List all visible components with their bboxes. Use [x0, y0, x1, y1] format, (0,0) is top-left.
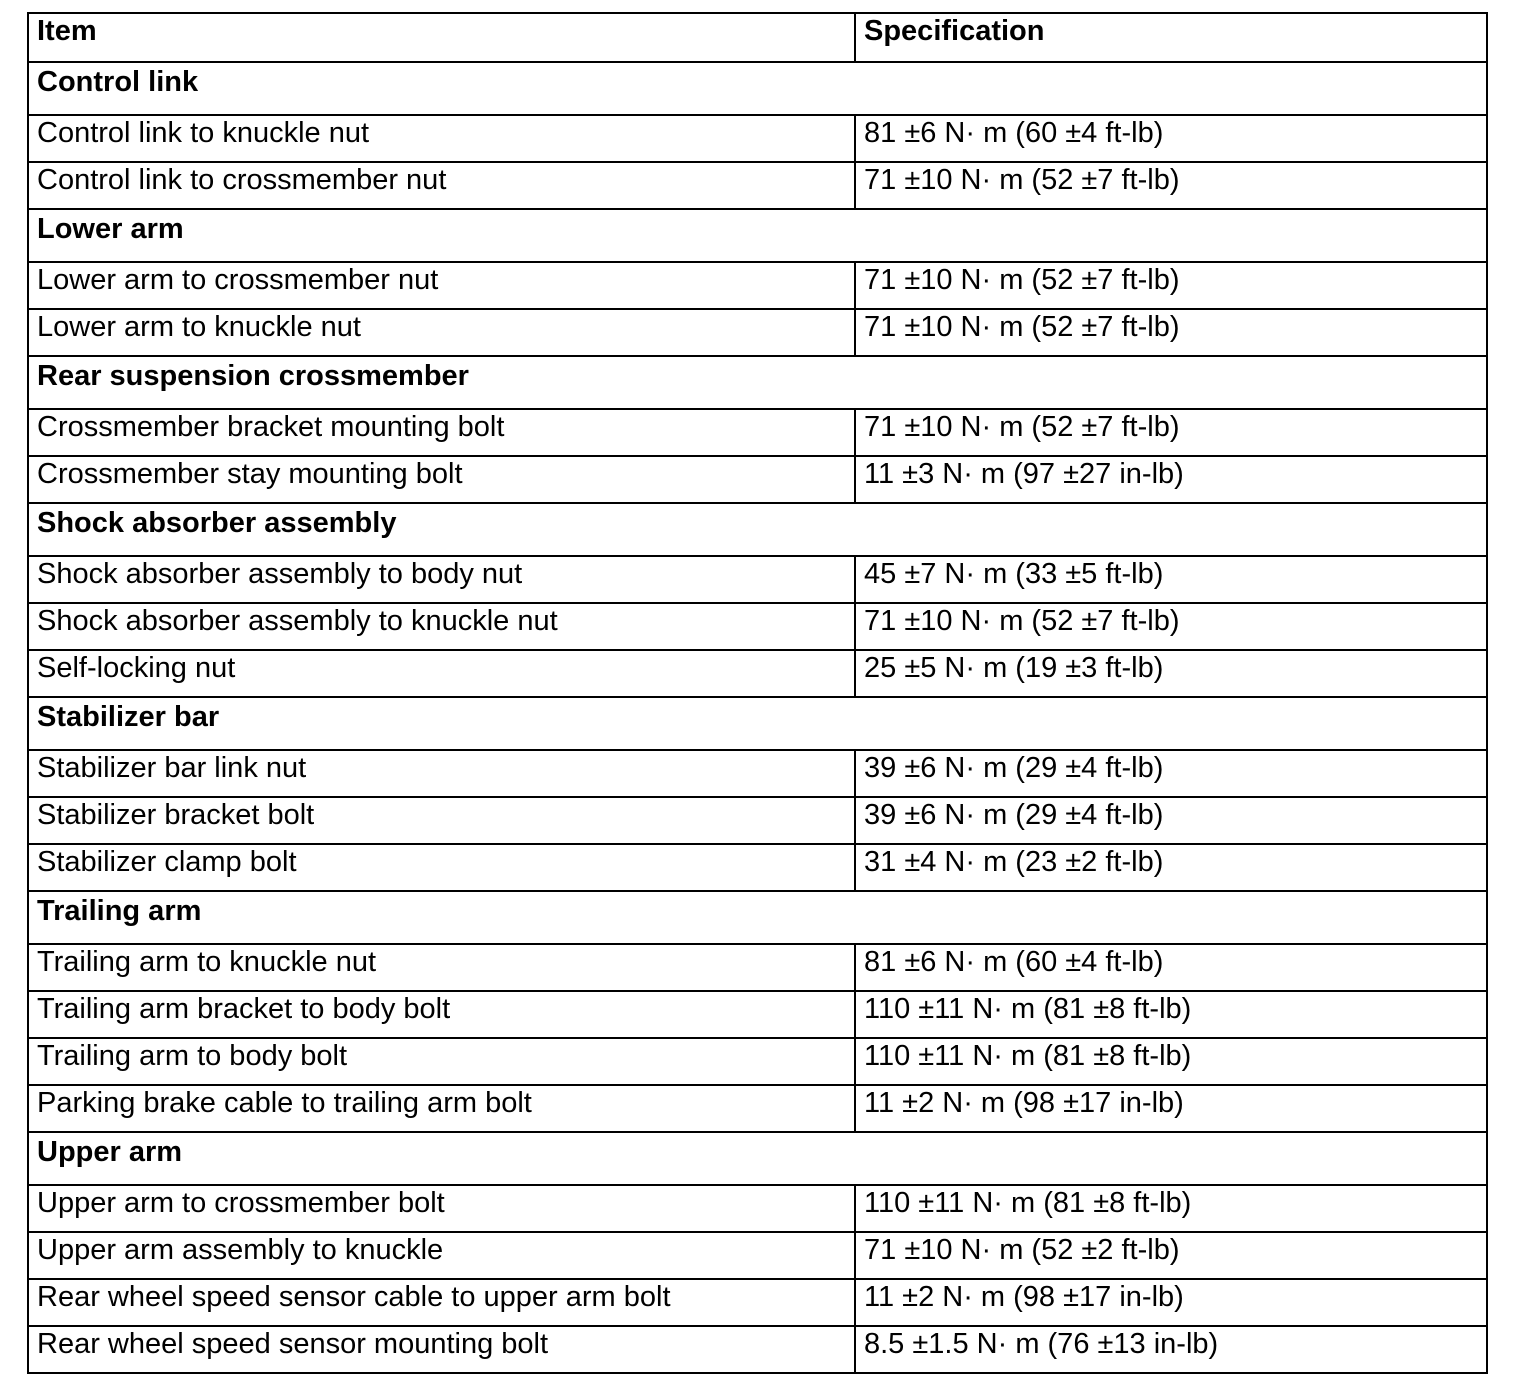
item-cell: Upper arm to crossmember bolt: [28, 1185, 855, 1232]
table-row: [28, 1326, 1487, 1373]
table-row: [28, 1232, 1487, 1279]
table-row: [28, 556, 1487, 603]
spec-cell: 31 ±4 N· m (23 ±2 ft-lb): [855, 844, 1487, 891]
table-row: [28, 1185, 1487, 1232]
item-cell: Trailing arm bracket to body bolt: [28, 991, 855, 1038]
spec-cell: 81 ±6 N· m (60 ±4 ft-lb): [855, 944, 1487, 991]
item-cell: Trailing arm to knuckle nut: [28, 944, 855, 991]
section-title: Control link: [28, 62, 1487, 115]
table-row: [28, 456, 1487, 503]
section-title: Upper arm: [28, 1132, 1487, 1185]
table-row: [28, 162, 1487, 209]
spec-cell: 81 ±6 N· m (60 ±4 ft-lb): [855, 115, 1487, 162]
table-row: [28, 1085, 1487, 1132]
section-row: [28, 891, 1487, 944]
table-row: [28, 262, 1487, 309]
spec-cell: 110 ±11 N· m (81 ±8 ft-lb): [855, 1038, 1487, 1085]
spec-cell: 71 ±10 N· m (52 ±7 ft-lb): [855, 309, 1487, 356]
spec-cell: 71 ±10 N· m (52 ±7 ft-lb): [855, 603, 1487, 650]
spec-cell: 71 ±10 N· m (52 ±7 ft-lb): [855, 409, 1487, 456]
section-row: [28, 356, 1487, 409]
table-row: [28, 115, 1487, 162]
section-row: [28, 62, 1487, 115]
spec-cell: 71 ±10 N· m (52 ±7 ft-lb): [855, 162, 1487, 209]
item-cell: Trailing arm to body bolt: [28, 1038, 855, 1085]
item-cell: Self-locking nut: [28, 650, 855, 697]
table-row: [28, 844, 1487, 891]
spec-cell: 39 ±6 N· m (29 ±4 ft-lb): [855, 797, 1487, 844]
spec-cell: 11 ±2 N· m (98 ±17 in-lb): [855, 1279, 1487, 1326]
spec-cell: 11 ±2 N· m (98 ±17 in-lb): [855, 1085, 1487, 1132]
header-specification: Specification: [855, 13, 1487, 62]
spec-cell: 71 ±10 N· m (52 ±2 ft-lb): [855, 1232, 1487, 1279]
item-cell: Stabilizer bracket bolt: [28, 797, 855, 844]
table-row: [28, 1279, 1487, 1326]
spec-cell: 110 ±11 N· m (81 ±8 ft-lb): [855, 1185, 1487, 1232]
table-row: [28, 944, 1487, 991]
table-row: [28, 309, 1487, 356]
item-cell: Shock absorber assembly to body nut: [28, 556, 855, 603]
item-cell: Crossmember stay mounting bolt: [28, 456, 855, 503]
table-row: [28, 991, 1487, 1038]
item-cell: Control link to crossmember nut: [28, 162, 855, 209]
section-row: [28, 1132, 1487, 1185]
spec-cell: 11 ±3 N· m (97 ±27 in-lb): [855, 456, 1487, 503]
header-item: Item: [28, 13, 855, 62]
item-cell: Stabilizer bar link nut: [28, 750, 855, 797]
section-title: Shock absorber assembly: [28, 503, 1487, 556]
item-cell: Control link to knuckle nut: [28, 115, 855, 162]
spec-table-body: [28, 13, 1487, 1373]
spec-cell: 25 ±5 N· m (19 ±3 ft-lb): [855, 650, 1487, 697]
table-row: [28, 1038, 1487, 1085]
table-row: [28, 750, 1487, 797]
section-row: [28, 697, 1487, 750]
item-cell: Shock absorber assembly to knuckle nut: [28, 603, 855, 650]
table-header-row: [28, 13, 1487, 62]
table-row: [28, 603, 1487, 650]
spec-cell: 39 ±6 N· m (29 ±4 ft-lb): [855, 750, 1487, 797]
item-cell: Crossmember bracket mounting bolt: [28, 409, 855, 456]
table-row: [28, 650, 1487, 697]
item-cell: Rear wheel speed sensor cable to upper arm bolt: [28, 1279, 855, 1326]
item-cell: Rear wheel speed sensor mounting bolt: [28, 1326, 855, 1373]
section-title: Stabilizer bar: [28, 697, 1487, 750]
section-row: [28, 209, 1487, 262]
spec-cell: 71 ±10 N· m (52 ±7 ft-lb): [855, 262, 1487, 309]
spec-cell: 45 ±7 N· m (33 ±5 ft-lb): [855, 556, 1487, 603]
section-title: Trailing arm: [28, 891, 1487, 944]
section-row: [28, 503, 1487, 556]
table-row: [28, 409, 1487, 456]
item-cell: Parking brake cable to trailing arm bolt: [28, 1085, 855, 1132]
item-cell: Lower arm to crossmember nut: [28, 262, 855, 309]
item-cell: Upper arm assembly to knuckle: [28, 1232, 855, 1279]
spec-cell: 8.5 ±1.5 N· m (76 ±13 in-lb): [855, 1326, 1487, 1373]
spec-cell: 110 ±11 N· m (81 ±8 ft-lb): [855, 991, 1487, 1038]
item-cell: Lower arm to knuckle nut: [28, 309, 855, 356]
table-row: [28, 797, 1487, 844]
item-cell: Stabilizer clamp bolt: [28, 844, 855, 891]
torque-spec-table: [27, 12, 1488, 1374]
section-title: Lower arm: [28, 209, 1487, 262]
section-title: Rear suspension crossmember: [28, 356, 1487, 409]
